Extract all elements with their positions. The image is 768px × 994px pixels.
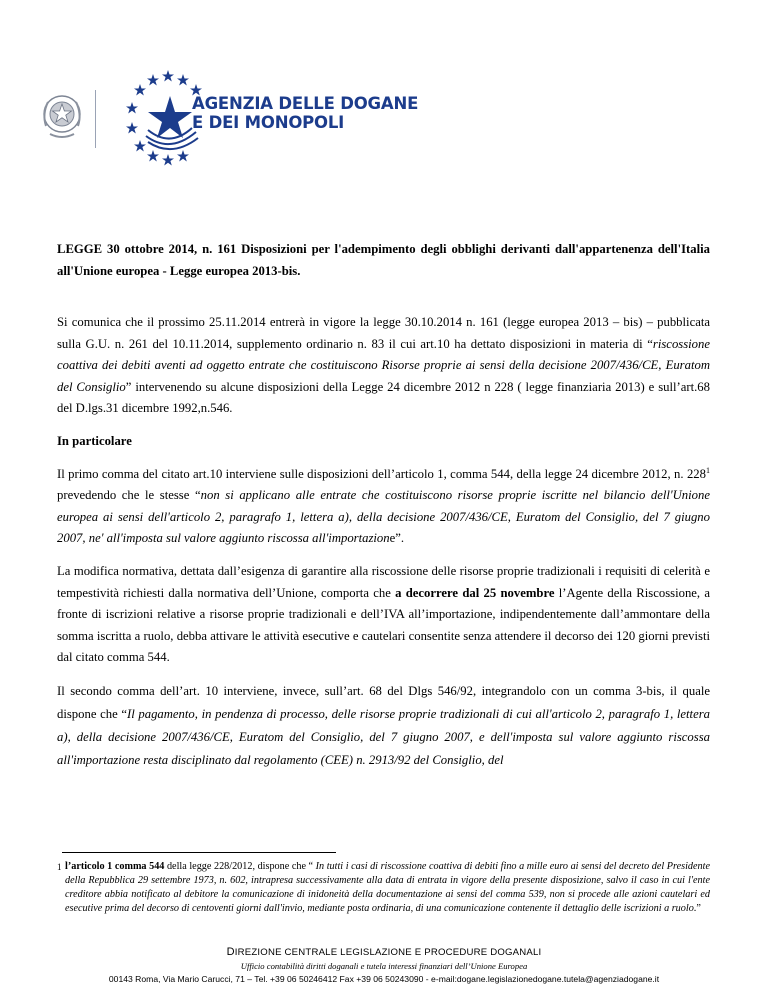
footnote-plain: della legge 228/2012, dispone che “ bbox=[164, 861, 316, 872]
footer-directorate bbox=[0, 946, 768, 959]
modification-date: a decorrere dal 25 novembre bbox=[395, 585, 555, 600]
footnote-bold: l’articolo 1 comma 544 bbox=[65, 861, 165, 872]
footer-contacts: 00143 Roma, Via Mario Carucci, 71 – Tel. +39 06 50246412 Fax +39 06 50243090 - e-mail:dogane.legislazionedogane.tutela@agenziadogane.it bbox=[108, 974, 660, 984]
second-comma-text: Il secondo comma dell’art. 10 interviene, invece, sull’art. 68 del Dlgs 546/92, integrandolo con un comma 3-bis, il quale dispone che “ bbox=[57, 683, 710, 721]
agency-name-line1: AGENZIA DELLE DOGANE bbox=[192, 94, 419, 113]
first-comma-text: Il primo comma del citato art.10 interviene sulle disposizioni dell’articolo 1, comma 544, della legge 24 dicembre 2012, n. 228 bbox=[57, 466, 706, 481]
section-heading-text: In particolare bbox=[57, 433, 132, 448]
intro-text-end: ” intervenendo su alcune disposizioni della Legge 24 dicembre 2012 n 228 ( legge finanziaria 2013) e sull’art.68 del D.lgs.31 dicembre 1992,n.546. bbox=[57, 379, 710, 416]
italian-republic-emblem-icon bbox=[38, 90, 86, 142]
intro-text: Si comunica che il prossimo 25.11.2014 entrerà in vigore la legge 30.10.2014 n. 161 (legge europea 2013 – bis) – pubblicata sulla G.U. n. 261 del 10.11.2014, supplemento ordinario n. 83 il cui art.10 ha dettato disposizioni in materia di “ bbox=[57, 315, 710, 351]
first-comma-quote: non si applicano alle entrate che costituiscono risorse proprie iscritte nel bilancio dell'Unione europea ai sensi dell'articolo 2, paragrafo 1, lettera a), della decisione 2007/436/CE, Euratom del Consiglio, del 7 giugno 2007, ne' all'imposta sul valore aggiunto riscossa all'importazion bbox=[57, 488, 710, 546]
agency-name-line2: E DEI MONOPOLI bbox=[192, 113, 345, 132]
intro-quote: riscossione coattiva dei debiti aventi ad oggetto entrate che costituiscono Risorse proprie ai sensi della decisione 2007/436/CE, Euratom del Consiglio bbox=[57, 336, 710, 394]
footnote-quote: In tutti i casi di riscossione coattiva di debiti fino a mille euro ai sensi del decreto del Presidente della Repubblica 29 settembre 1973, n. 602, intrapresa successivamente alla data di entrata in vigore della presente disposizione, salvo il caso in cui l'ente creditore abbia notificato al debitore la comunicazione di inidoneità della documentazione ai sensi del comma 539, non si procede alle azioni cautelari ed esecutive prima del decorso di centoventi giorni dall'invio, mediante posta ordinaria, di una comunicazione contenente il dettaglio delle iscrizioni a ruolo bbox=[65, 861, 710, 915]
paragraph-modification bbox=[57, 561, 710, 669]
first-comma-text-2: prevedendo che le stesse “ bbox=[57, 488, 201, 503]
document-body bbox=[57, 238, 710, 772]
paragraph-second-comma bbox=[57, 680, 710, 772]
document-title: LEGGE 30 ottobre 2014, n. 161 Disposizioni per l'adempimento degli obblighi derivanti dall'appartenenza dell'Italia all'Unione europea - Legge europea 2013-bis. bbox=[57, 242, 710, 278]
logo-divider bbox=[95, 90, 96, 148]
modification-text: La modifica normativa, dettata dall’esigenza di garantire alla riscossione delle risorse proprie tradizionali i requisiti di celerità e tempestività richiesti dalla normativa dell’Unione, comporta che bbox=[57, 563, 710, 600]
footnote-end: .” bbox=[693, 903, 701, 915]
footnote bbox=[57, 860, 710, 916]
footer bbox=[0, 946, 768, 985]
section-heading bbox=[57, 431, 710, 453]
paragraph-intro bbox=[57, 312, 710, 420]
second-comma-quote: Il pagamento, in pendenza di processo, delle risorse proprie tradizionali di cui all'articolo 2, paragrafo 1, lettera a), della decisione 2007/436/CE, Euratom del Consiglio, del 7 giugno 2007, e dell'imposta sul valore aggiunto riscossa all'importazione resta disciplinato dal regolamento (CEE) n. 2913/92 del Consiglio, del bbox=[57, 706, 710, 767]
footnote-reference[interactable]: 1 bbox=[706, 465, 710, 475]
footnote-separator bbox=[62, 852, 336, 853]
first-comma-end: e”. bbox=[389, 531, 405, 546]
header bbox=[38, 70, 438, 170]
agency-name bbox=[192, 94, 418, 132]
footer-directorate-rest: IREZIONE CENTRALE LEGISLAZIONE E PROCEDURE DOGANALI bbox=[234, 947, 542, 958]
footer-directorate-initial: D bbox=[226, 946, 235, 958]
footer-office: Ufficio contabilità diritti doganali e tutela interessi finanziari dell’Unione Europea bbox=[240, 961, 528, 971]
modification-text-end: l’Agente della Riscossione, a fronte di iscrizioni relative a risorse proprie tradizionali e dell’IVA all’importazione, indipendentemente dall’ammontare della somma iscritta a ruolo, debba attivare le attività esecutive e cautelari consentite senza attendere il decorso dei 120 giorni previsti dal citato comma 544. bbox=[57, 585, 710, 665]
paragraph-first-comma bbox=[57, 464, 710, 550]
footnote-number: 1 bbox=[57, 862, 62, 872]
